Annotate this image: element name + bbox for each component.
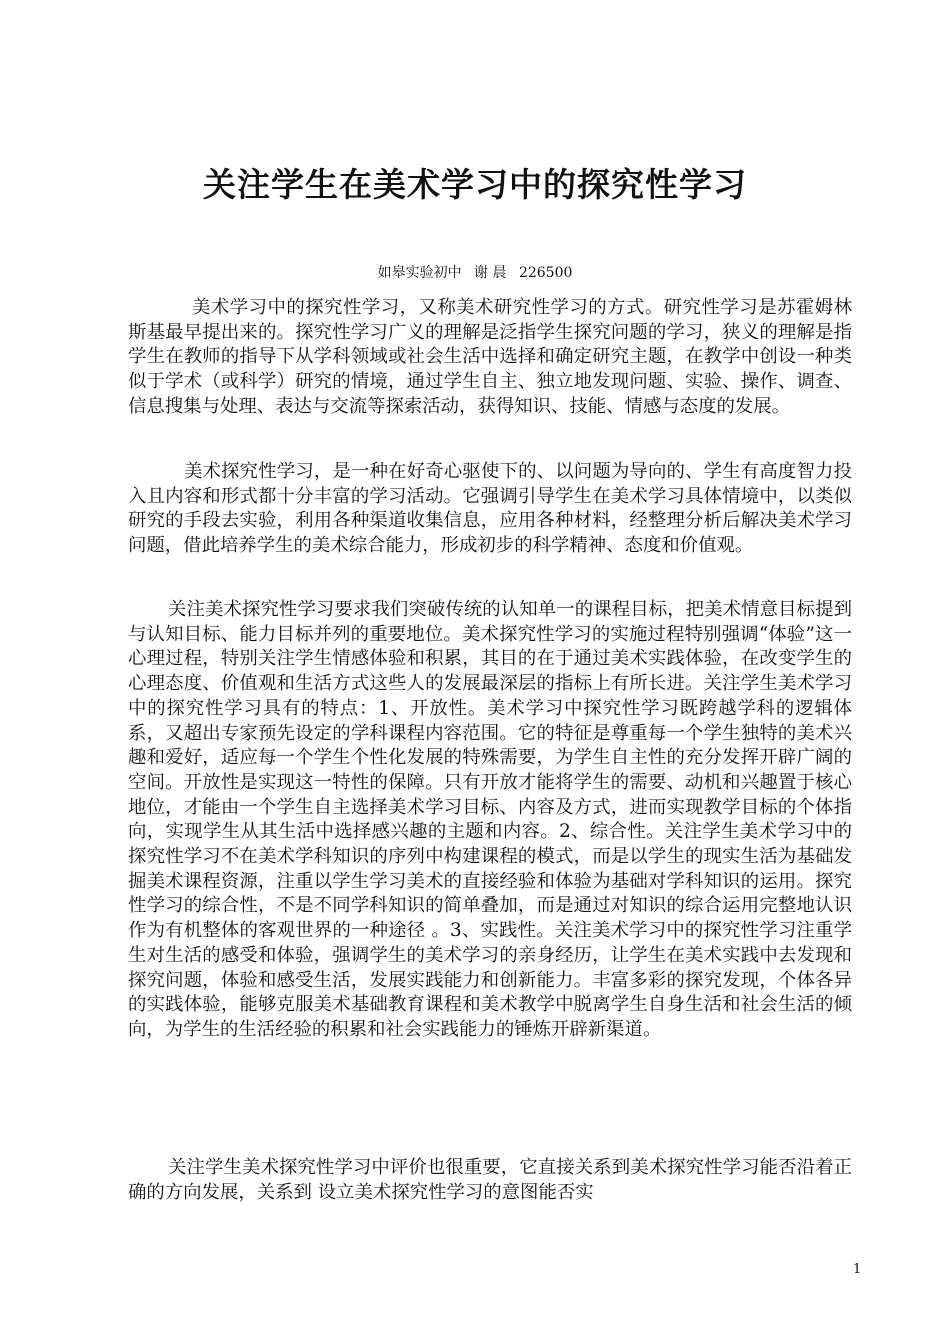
paragraph-1: 美术学习中的探究性学习，又称美术研究性学习的方式。研究性学习是苏霍姆林斯基最早提出来的。探究性学习广义的理解是泛指学生探究问题的学习，狭义的理解是指学生在教师的指导下从学科领域或社会生活中选择和确定研究主题，在教学中创设一种类似于学术（或科学）研究的情境，通过学生自主、独立地发现问题、实验、操作、调查、信息搜集与处理、表达与交流等探索活动，获得知识、技能、情感与态度的发展。 bbox=[128, 297, 852, 417]
paragraph-4: 关注学生美术探究性学习中评价也很重要，它直接关系到美术探究性学习能否沿着正确的方向发展，关系到 设立美术探究性学习的意图能否实 bbox=[128, 1157, 852, 1203]
paragraph-2: 美术探究性学习，是一种在好奇心驱使下的、以问题为导向的、学生有高度智力投入且内容和形式都十分丰富的学习活动。它强调引导学生在美术学习具体情境中，以类似研究的手段去实验，利用各种渠道收集信息，应用各种材料，经整理分析后解决美术学习问题，借此培养学生的美术综合能力，形成初步的科学精神、态度和价值观。 bbox=[128, 461, 852, 557]
document-title: 关注学生在美术学习中的探究性学习 bbox=[203, 165, 747, 204]
paragraph-3: 关注美术探究性学习要求我们突破传统的认知单一的课程目标，把美术情意目标提到与认知目标、能力目标并列的重要地位。美术探究性学习的实施过程特别强调“体验”这一心理过程，特别关注学生情感体验和积累，其目的在于通过美术实践体验，在改变学生的心理态度、价值观和生活方式这些人的发展最深层的指标上有所长进。关注学生美术学习中的探究性学习具有的特点：1、开放性。美术学习中探究性学习既跨越学科的逻辑体系，又超出专家预先设定的学科课程内容范围。它的特征是尊重每一个学生独特的美术兴趣和爱好，适应每一个学生个性化发展的特殊需要，为学生自主性的充分发挥开辟广阔的空间。开放性是实现这一特性的保障。只有开放才能将学生的需要、动机和兴趣置于核心地位，才能由一个学生自主选择美术学习目标、内容及方式，进而实现教学目标的个体指向，实现学生从其生活中选择感兴趣的主题和内容。2、综合性。关注学生美术学习中的探究性学习不在美术学科知识的序列中构建课程的模式，而是以学生的现实生活为基础发掘美术课程资源，注重以学生学习美术的直接经验和体验为基础对学科知识的运用。探究性学习的综合性，不是不同学科知识的简单叠加，而是通过对知识的综合运用完整地认识作为有机整体的客观世界的一种途径 。3、实践性。关注美术学习中的探究性学习注重学生对生活的感受和体验，强调学生的美术学习的亲身经历，让学生在美术实践中去发现和探究问题，体验和感受生活，发展实践能力和创新能力。丰富多彩的探究发现，个体各异的实践体验，能够克服美术基础教育课程和美术教学中脱离学生自身生活和社会生活的倾向，为学生的生活经验的积累和社会实践能力的锤炼开辟新渠道。 bbox=[128, 599, 852, 1040]
postal-code: 226500 bbox=[518, 265, 573, 281]
page-number: 1 bbox=[853, 1262, 862, 1277]
school-name: 如皋实验初中 bbox=[377, 265, 462, 281]
author-name: 谢 晨 bbox=[474, 265, 507, 281]
author-byline bbox=[0, 263, 950, 283]
